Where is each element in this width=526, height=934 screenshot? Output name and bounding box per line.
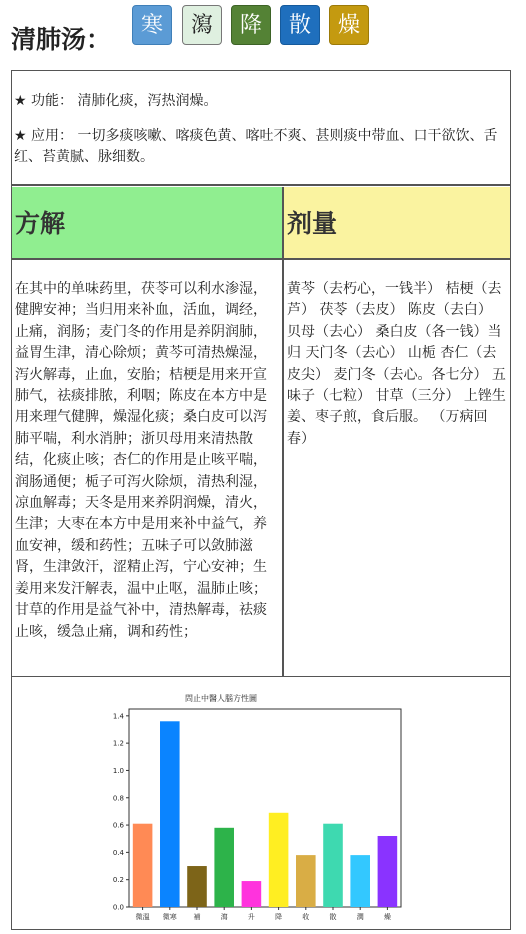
bar-4: [242, 881, 262, 907]
chart-section: [12, 676, 510, 931]
bar-3: [214, 828, 234, 907]
x-tick-label: 降: [275, 913, 283, 921]
y-tick-label: 1.0: [112, 766, 124, 775]
y-tick-label: 0.8: [112, 794, 124, 803]
bar-8: [350, 855, 370, 907]
y-tick-label: 0.4: [112, 848, 124, 857]
x-tick-label: 燥: [383, 913, 391, 921]
chart-title: 問止中醫人腦方性圖: [185, 694, 257, 703]
property-badge: 寒: [132, 5, 172, 45]
bar-1: [160, 721, 180, 907]
y-tick-label: 1.4: [112, 712, 124, 721]
y-tick-label: 0.0: [112, 903, 124, 912]
property-badge: 瀉: [182, 5, 222, 45]
y-tick-label: 0.2: [112, 876, 124, 885]
bar-7: [323, 824, 343, 907]
info-section: [12, 71, 510, 186]
function-text: ★ 功能： 清肺化痰，泻热润燥。: [14, 93, 218, 109]
x-tick-label: 升: [247, 913, 255, 921]
property-bar-chart: [12, 677, 510, 930]
x-tick-label: 微寒: [162, 913, 177, 921]
header: [0, 0, 526, 70]
explanation-text: 在其中的单味药里，茯苓可以利水渗湿，健脾安神；当归用来补血，活血，调经，止痛，润肠；麦门冬的作用是养阴润肺，益胃生津，清心除烦；黄芩可清热燥湿，泻火解毒，止血，安胎；桔梗是用来开宣肺气，祛痰排脓，利咽；陈皮在本方中是用来理气健脾，燥湿化痰；桑白皮可以泻肺平喘，利水消肿；浙贝母用来清热散结，化痰止咳；杏仁的作用是止咳平喘，润肠通便；栀子可泻火除烦，清热利湿，凉血解毒；天冬是用来养阴润燥，清火，生津；大枣在本方中是用来补中益气，养血安神，缓和药性；五味子可以敛肺滋肾，生津敛汗，涩精止泻，宁心安神；生姜用来发汗解表，温中止呕，温肺止咳；甘草的作用是益气补中，清热解毒，祛痰止咳，缓急止痛，调和药性；: [12, 260, 284, 676]
formula-title: 清肺汤：: [11, 25, 112, 54]
x-tick-label: 散: [329, 913, 337, 921]
y-tick-label: 0.6: [112, 821, 124, 830]
bar-9: [378, 836, 398, 907]
explanation-header: 方解: [12, 187, 284, 260]
dosage-text: 黄芩（去朽心，一钱半） 桔梗（去芦） 茯苓（去皮） 陈皮（去白） 贝母（去心） 桑白皮（各一钱）当归 天门冬（去心） 山栀 杏仁（去皮尖） 麦门冬（去心。各七分） 五味子（七粒） 甘草（三分） 上锉生姜、枣子煎，食后服。 （万病回春）: [287, 281, 506, 447]
bar-6: [296, 855, 316, 907]
x-tick-label: 補: [193, 913, 201, 921]
bar-0: [133, 824, 153, 907]
bar-5: [269, 813, 289, 907]
x-tick-label: 收: [302, 913, 310, 921]
property-badge: 散: [280, 5, 320, 45]
x-tick-label: 瀉: [220, 913, 228, 921]
property-badge: 降: [231, 5, 271, 45]
x-tick-label: 微溫: [135, 913, 150, 921]
y-tick-label: 1.2: [112, 739, 124, 748]
property-badge: 燥: [329, 5, 369, 45]
bar-2: [187, 866, 207, 907]
dosage-header: 剂量: [284, 187, 510, 260]
x-tick-label: 潤: [356, 913, 364, 921]
formula-table: [11, 70, 511, 930]
usage-text: ★ 应用： 一切多痰咳嗽、喀痰色黄、喀吐不爽、甚则痰中带血、口干欲饮、舌红、苔黄腻、脉细数。: [14, 128, 498, 165]
